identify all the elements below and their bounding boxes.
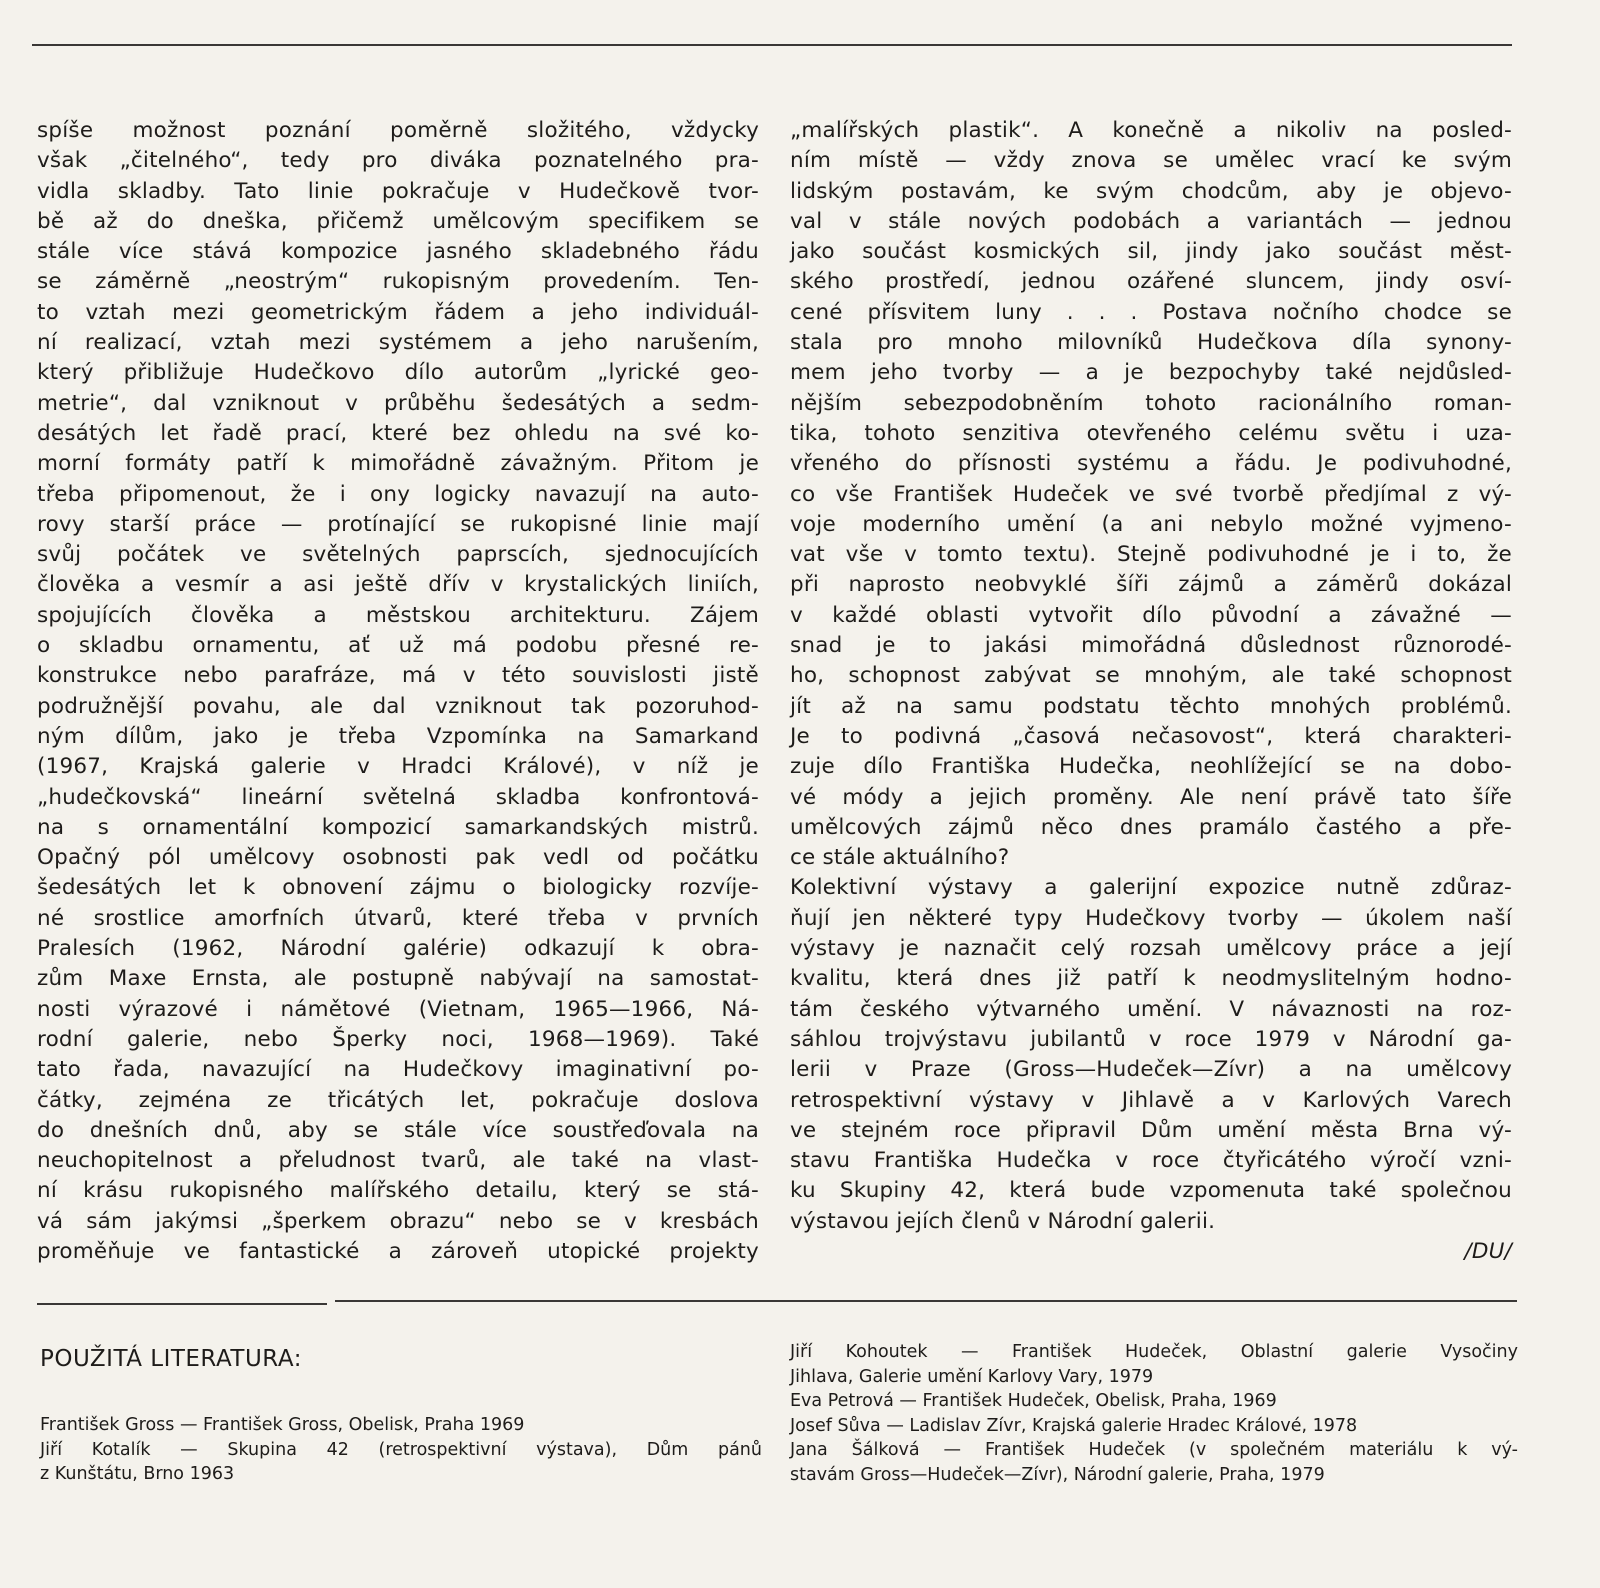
text-line: rodní galerie, nebo Šperky noci, 1968—1969). Také [37, 1026, 759, 1052]
text-line: Jiří Kohoutek — František Hudeček, Oblastní galerie Vysočiny [790, 1342, 1518, 1362]
text-line: (1967, Krajská galerie v Hradci Králové), v níž je [37, 754, 759, 780]
text-line: do dnešních dnů, aby se stále více soustřeďovala na [37, 1117, 759, 1143]
text-line: ňují jen některé typy Hudečkovy tvorby — úkolem naší [790, 905, 1512, 931]
text-line: konstrukce nebo parafráze, má v této souvislosti jistě [37, 663, 759, 689]
text-line: František Gross — František Gross, Obelisk, Praha 1969 [40, 1415, 525, 1435]
text-line: čátky, zejména ze třicátých let, pokračuje doslova [37, 1087, 759, 1113]
literature-list-right [790, 1340, 1518, 1487]
text-line: spíše možnost poznání poměrně složitého, vždycky [37, 118, 759, 143]
literature-list-left [40, 1413, 762, 1487]
text-line: tato řada, navazující na Hudečkovy imaginativní po- [37, 1057, 759, 1083]
text-line: Eva Petrová — František Hudeček, Obelisk, Praha, 1969 [790, 1391, 1277, 1411]
text-line: jít až na samu podstatu těchto mnohých problémů. [790, 693, 1512, 719]
text-line: bě až do dneška, přičemž umělcovým specifikem se [37, 208, 759, 234]
text-line: stavám Gross—Hudeček—Zívr), Národní galerie, Praha, 1979 [790, 1464, 1325, 1485]
text-line: jako součást kosmických sil, jindy jako součást měst- [790, 239, 1512, 265]
text-line: člověka a vesmír a asi ještě dřív v krystalických liniích, [37, 572, 759, 598]
text-line: vá sám jakýmsi „šperkem obrazu“ nebo se v kresbách [37, 1208, 759, 1234]
text-line: ce stále aktuálního? [790, 845, 1010, 871]
text-line: val v stále nových podobách a variantách — jednou [790, 208, 1512, 234]
text-line: mem jeho tvorby — a je bezpochyby také nejdůsled- [790, 360, 1512, 386]
text-line: zuje dílo Františka Hudečka, neohlížející se na dobo- [790, 754, 1512, 780]
literature-heading: POUŽITÁ LITERATURA: [40, 1346, 302, 1372]
text-line: co vše František Hudeček ve své tvorbě předjímal z vý- [790, 481, 1512, 507]
text-line: retrospektivní výstavy v Jihlavě a v Karlových Varech [790, 1087, 1512, 1113]
text-line: vřeného do přísnosti systému a řádu. Je podivuhodné, [790, 451, 1512, 477]
text-line: snad je to jakási mimořádná důslednost různorodé- [790, 633, 1512, 659]
text-line: nějším sebezpodobněním tohoto racionálního roman- [790, 390, 1512, 416]
text-line: stavu Františka Hudečka v roce čtyřicátého výročí vzni- [790, 1148, 1512, 1174]
text-line: Kolektivní výstavy a galerijní expozice nutně zdůraz- [790, 875, 1512, 901]
text-line: né srostlice amorfních útvarů, které třeba v prvních [37, 905, 759, 931]
text-line: šedesátých let k obnovení zájmu o biologicky rozvíje- [37, 875, 759, 901]
text-line: výstavou jejích členů v Národní galerii. [790, 1208, 1216, 1234]
text-line: Josef Sůva — Ladislav Zívr, Krajská galerie Hradec Králové, 1978 [790, 1415, 1358, 1436]
text-line: stále více stává kompozice jasného skladebného řádu [37, 239, 759, 265]
top-rule [32, 44, 1512, 46]
text-line: spojujících člověka a městskou architekturu. Zájem [37, 602, 759, 628]
text-line: ní realizací, vztah mezi systémem a jeho narušením, [37, 330, 759, 356]
text-line: „hudečkovská“ lineární světelná skladba konfrontová- [37, 784, 759, 810]
text-line: o skladbu ornamentu, ať už má podobu přesné re- [37, 633, 759, 659]
bottom-rule-right [335, 1300, 1517, 1302]
text-line: umělcových zájmů něco dnes pramálo častého a pře- [790, 814, 1512, 840]
right-text-column [790, 116, 1512, 1267]
text-line: sáhlou trojvýstavu jubilantů v roce 1979 v Národní ga- [790, 1026, 1512, 1052]
text-line: lidským postavám, ke svým chodcům, aby je objevo- [790, 178, 1512, 204]
text-line: vé módy a jejich proměny. Ale není právě tato šíře [790, 784, 1512, 810]
text-line: svůj počátek ve světelných paprscích, sjednocujících [37, 542, 759, 568]
left-text-column [37, 116, 759, 1267]
text-line: z Kunštátu, Brno 1963 [40, 1464, 235, 1484]
text-line: třeba připomenout, že i ony logicky navazují na auto- [37, 481, 759, 507]
text-line: cené přísvitem luny . . . Postava nočního chodce se [790, 299, 1512, 325]
text-line: tika, tohoto senzitiva otevřeného celému světu i uza- [790, 420, 1512, 446]
text-line: Je to podivná „časová nečasovost“, která charakteri- [790, 723, 1512, 749]
text-line: vat vše v tomto textu). Stejně podivuhodné je i to, že [790, 542, 1512, 568]
text-line: Opačný pól umělcovy osobnosti pak vedl od počátku [37, 845, 759, 871]
text-line: rovy starší práce — protínající se rukopisné linie mají [37, 511, 759, 537]
text-line: vidla skladby. Tato linie pokračuje v Hudečkově tvor- [37, 178, 759, 204]
text-line: v každé oblasti vytvořit dílo původní a závažné — [790, 602, 1512, 628]
text-line: proměňuje ve fantastické a zároveň utopické projekty [37, 1238, 759, 1264]
text-line: tám českého výtvarného umění. V návaznosti na roz- [790, 996, 1512, 1022]
text-line: kvalitu, která dnes již patří k neodmyslitelným hodno- [790, 966, 1512, 992]
bottom-rule-left [37, 1303, 327, 1305]
text-line: metrie“, dal vzniknout v průběhu šedesátých a sedm- [37, 390, 759, 416]
text-line: podružnější povahu, ale dal vzniknout tak pozoruhod- [37, 693, 759, 719]
text-line: ského prostředí, jednou ozářené sluncem, jindy osví- [790, 269, 1512, 295]
text-line: ve stejném roce připravil Dům umění města Brna vý- [790, 1117, 1512, 1143]
text-line: ným dílům, jako je třeba Vzpomínka na Samarkand [37, 723, 759, 749]
text-line: stala pro mnoho milovníků Hudečkova díla synony- [790, 330, 1512, 356]
text-line: lerii v Praze (Gross—Hudeček—Zívr) a na umělcovy [790, 1057, 1512, 1083]
text-line: Jana Šálková — František Hudeček (v společném materiálu k vý- [790, 1440, 1518, 1460]
text-line: /DU/ [1464, 1238, 1512, 1264]
text-line: však „čitelného“, tedy pro diváka poznatelného pra- [37, 148, 759, 174]
text-line: ho, schopnost zabývat se mnohým, ale také schopnost [790, 663, 1512, 689]
text-line: desátých let řadě prací, které bez ohledu na své ko- [37, 420, 759, 446]
text-line: se záměrně „neostrým“ rukopisným provedením. Ten- [37, 269, 759, 295]
text-line: na s ornamentální kompozicí samarkandských mistrů. [37, 814, 759, 840]
text-line: ním místě — vždy znova se umělec vrací ke svým [790, 148, 1512, 174]
text-line: nosti výrazové i námětové (Vietnam, 1965—1966, Ná- [37, 996, 759, 1022]
text-line: výstavy je naznačit celý rozsah umělcovy práce a její [790, 936, 1512, 962]
text-line: zům Maxe Ernsta, ale postupně nabývají na samostat- [37, 966, 759, 992]
text-line: neuchopitelnost a přeludnost tvarů, ale také na vlast- [37, 1148, 759, 1174]
text-line: Jihlava, Galerie umění Karlovy Vary, 1979 [790, 1366, 1154, 1387]
text-line: „malířských plastik“. A konečně a nikoliv na posled- [790, 118, 1512, 143]
text-line: při naprosto neobvyklé šíři zájmů a záměrů dokázal [790, 572, 1512, 598]
text-line: voje moderního umění (a ani nebylo možné vyjmeno- [790, 511, 1512, 537]
text-line: ní krásu rukopisného malířského detailu, který se stá- [37, 1178, 759, 1204]
text-line: to vztah mezi geometrickým řádem a jeho individuál- [37, 299, 759, 325]
text-line: Pralesích (1962, Národní galérie) odkazují k obra- [37, 936, 759, 962]
text-line: který přibližuje Hudečkovo dílo autorům „lyrické geo- [37, 360, 759, 386]
text-line: Jiří Kotalík — Skupina 42 (retrospektivní výstava), Dům pánů [40, 1439, 762, 1460]
text-line: ku Skupiny 42, která bude vzpomenuta také společnou [790, 1178, 1512, 1204]
text-line: morní formáty patří k mimořádně závažným. Přitom je [37, 451, 759, 477]
